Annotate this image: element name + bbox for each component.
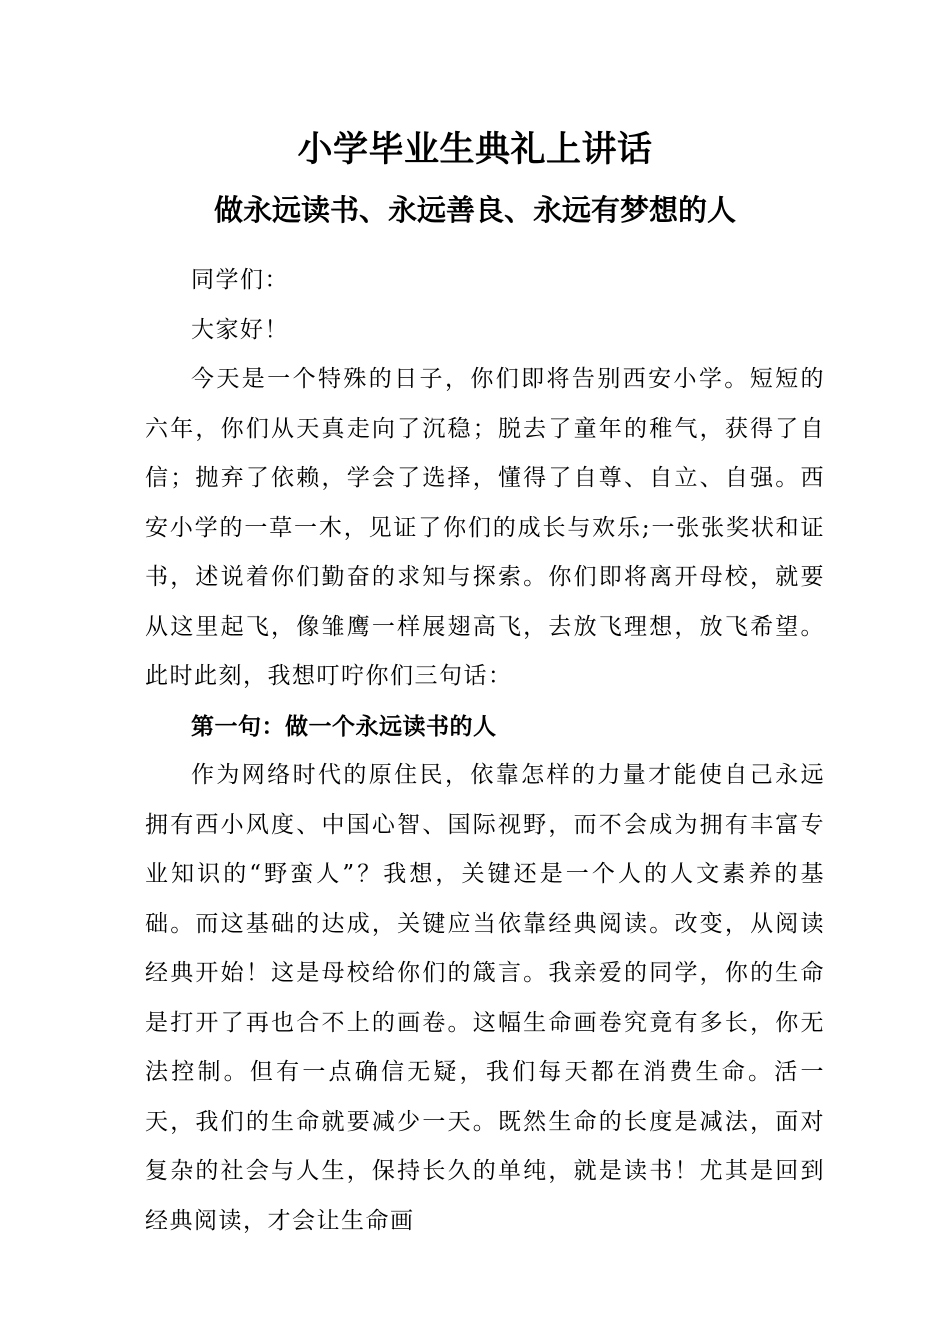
section-heading: 第一句：做一个永远读书的人 [191,712,497,740]
greeting-paragraph: 大家好！ [191,316,289,343]
document-subtitle: 做永远读书、永远善良、永远有梦想的人 [213,193,736,227]
body-paragraph: 作为网络时代的原住民，依靠怎样的力量才能使自己永远拥有西小风度、中国心智、国际视野，而不会成为拥有丰富专业知识的“野蛮人”？我想，关键还是一个人的人文素养的基础。而这基础的达成，关键应当依靠经典阅读。改变，从阅读经典开始！这是母校给你们的箴言。我亲爱的同学，你的生命是打开了再也合不上的画卷。这幅生命画卷究竟有多长，你无法控制。但有一点确信无疑，我们每天都在消费生命。活一天，我们的生命就要减少一天。既然生命的长度是减法，面对复杂的社会与人生，保持长久的单纯，就是读书！尤其是回到经典阅读，才会让生命画 [145,762,825,1234]
document-title: 小学毕业生典礼上讲话 [297,129,653,170]
salutation-paragraph: 同学们： [191,267,289,293]
body-paragraph: 今天是一个特殊的日子，你们即将告别西安小学。短短的六年，你们从天真走向了沉稳；脱去了童年的稚气，获得了自信；抛弃了依赖，学会了选择，懂得了自尊、自立、自强。西安小学的一草一木，见证了你们的成长与欢乐;一张张奖状和证书，述说着你们勤奋的求知与探索。你们即将离开母校，就要从这里起飞，像雏鹰一样展翅高飞，去放飞理想，放飞希望。此时此刻，我想叮咛你们三句话： [145,366,825,689]
document-body [145,256,825,1246]
